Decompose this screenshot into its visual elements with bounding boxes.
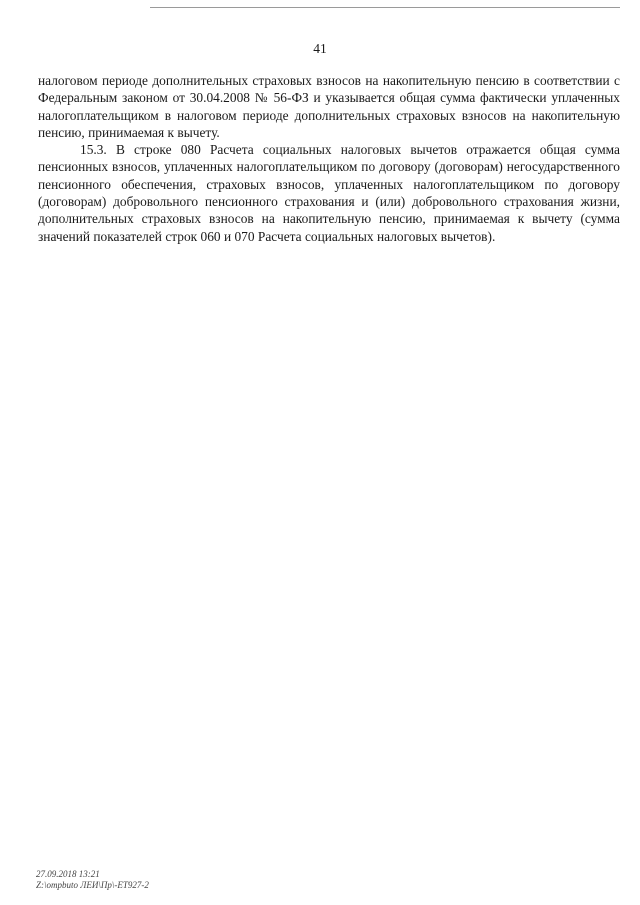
footer-timestamp: 27.09.2018 13:21 xyxy=(36,869,100,879)
page-number: 41 xyxy=(313,41,327,56)
scan-edge-line xyxy=(150,7,620,8)
footer-file-path: Z:\ompbuto ЛЕИ\Пр\-ЕТ927-2 xyxy=(36,880,149,890)
paragraph-continuation: налоговом периоде дополнительных страховых взносов на накопительную пенсию в соответствии с Федеральным законом от 30.04.2008 № 56-ФЗ и указывается общая сумма фактически уплаченных налогоплательщиком в налоговом периоде дополнительных страховых взносов на накопительную пенсию, принимаемая к вычету. xyxy=(38,73,620,140)
footer-stamp xyxy=(36,869,149,891)
document-body xyxy=(38,72,620,245)
paragraph-15-3: 15.3. В строке 080 Расчета социальных налоговых вычетов отражается общая сумма пенсионных взносов, уплаченных налогоплательщиком по договору (договорам) негосударственного пенсионного обеспечения, страховых взносов, уплаченных налогоплательщиком по договору (договорам) добровольного пенсионного страхования и (или) добровольного страхования жизни, дополнительных страховых взносов на накопительную пенсию, принимаемая к вычету (сумма значений показателей строк 060 и 070 Расчета социальных налоговых вычетов). xyxy=(38,142,620,244)
